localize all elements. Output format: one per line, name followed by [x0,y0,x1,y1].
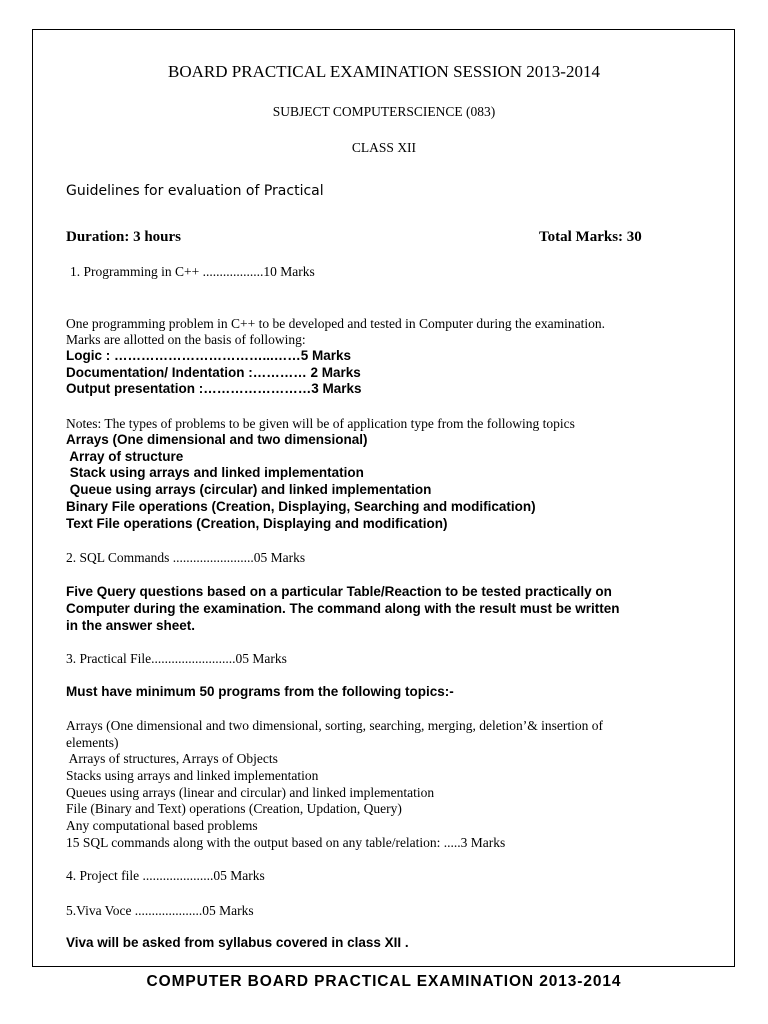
practical-topic: Queues using arrays (linear and circular) and linked implementation [66,785,435,800]
section-2-description: in the answer sheet. [66,618,196,633]
guidelines-heading: Guidelines for evaluation of Practical [66,183,324,199]
section-2-description: Computer during the examination. The command along with the result must be written [66,601,620,616]
practical-topic: Stacks using arrays and linked implementation [66,768,319,783]
practical-topic: File (Binary and Text) operations (Creation, Updation, Query) [66,801,402,816]
section-3-heading: 3. Practical File.........................05 Marks [66,651,287,666]
documentation-marks: Documentation/ Indentation :………… 2 Marks [66,365,361,380]
section-2-description: Five Query questions based on a particular Table/Reaction to be tested practically on [66,584,612,599]
topic-item: Arrays (One dimensional and two dimensional) [66,432,368,447]
section-2-heading: 2. SQL Commands ........................05 Marks [66,550,306,565]
topic-item: Binary File operations (Creation, Displaying, Searching and modification) [66,499,536,514]
section-5-heading: 5.Viva Voce ....................05 Marks [66,903,254,918]
subject-line: SUBJECT COMPUTERSCIENCE (083) [272,104,496,119]
practical-topic: Arrays (One dimensional and two dimensional, sorting, searching, merging, deletion’& insertion of [66,718,604,733]
page-footer: COMPUTER BOARD PRACTICAL EXAMINATION 2013-2014 [146,973,622,990]
logic-marks: Logic : ……………………………...……5 Marks [66,348,352,363]
class-line: CLASS XII [351,140,417,155]
section-4-heading: 4. Project file .....................05 Marks [66,868,265,883]
practical-topic: 15 SQL commands along with the output based on any table/relation: .....3 Marks [66,835,506,850]
section-1-notes: Notes: The types of problems to be given will be of application type from the following topics [66,416,575,431]
practical-topic: Any computational based problems [66,818,258,833]
total-marks-label: Total Marks: 30 [539,229,642,245]
duration-label: Duration: 3 hours [66,229,182,245]
section-1-description-2: Marks are allotted on the basis of following: [66,332,306,347]
section-1-description: One programming problem in C++ to be developed and tested in Computer during the examination. [66,316,605,331]
practical-topic: Arrays of structures, Arrays of Objects [66,751,278,766]
topic-item: Text File operations (Creation, Displaying and modification) [66,516,448,531]
topic-item: Array of structure [66,449,184,464]
topic-item: Queue using arrays (circular) and linked implementation [66,482,432,497]
topic-item: Stack using arrays and linked implementation [66,465,364,480]
section-1-heading: 1. Programming in C++ ..................10 Marks [70,264,315,279]
practical-topic: elements) [66,735,119,750]
viva-note: Viva will be asked from syllabus covered in class XII . [66,935,409,950]
section-3-requirement: Must have minimum 50 programs from the following topics:- [66,684,454,699]
output-marks: Output presentation :……………………3 Marks [66,381,362,396]
page-title: BOARD PRACTICAL EXAMINATION SESSION 2013-2014 [168,62,600,81]
